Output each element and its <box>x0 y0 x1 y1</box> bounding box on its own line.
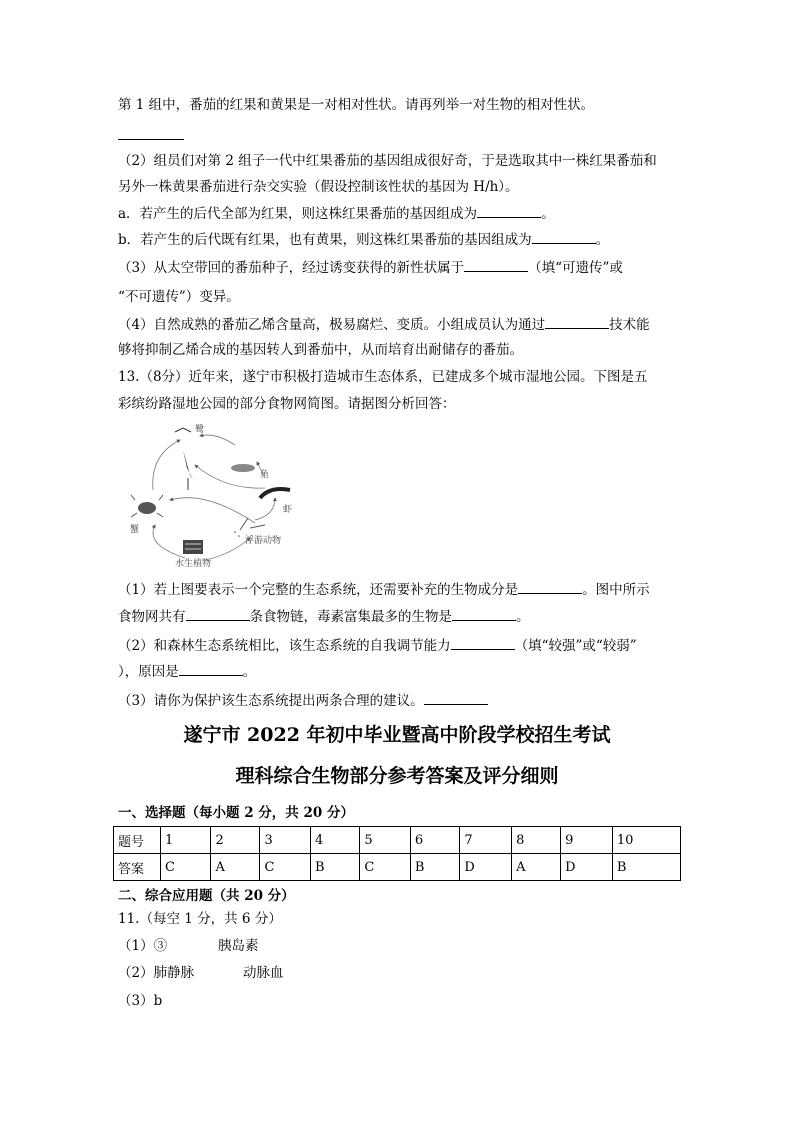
q12-b <box>118 230 609 249</box>
q13-part3 <box>118 691 488 710</box>
text: （1）若上图要表示一个完整的生态系统，还需要补充的生物成分是 <box>118 582 519 598</box>
text: （2）肺静脉 <box>118 965 195 981</box>
table-cell: C <box>161 854 211 881</box>
table-cell: C <box>260 854 310 881</box>
section-heading: 二、综合应用题（共 20 分） <box>118 888 295 904</box>
q12-line: 第 1 组中，番茄的红果和黄果是一对相对性状。请再列举一对生物的相对性状。 <box>118 97 595 113</box>
table-cell: 1 <box>161 827 211 854</box>
text: 胰岛素 <box>218 938 259 954</box>
q11-header: 11.（每空 1 分，共 6 分） <box>118 911 282 927</box>
table-cell: 4 <box>310 827 359 854</box>
table-cell: 8 <box>512 827 561 854</box>
table-cell: C <box>360 854 410 881</box>
label-zooplankton: 浮游动物 <box>245 536 282 546</box>
table-row <box>114 827 681 854</box>
answer-blank <box>424 691 488 705</box>
row-label: 答案 <box>114 854 161 881</box>
label-aquatic-plants: 水生植物 <box>175 559 212 569</box>
text: ），原因是 <box>118 664 179 680</box>
answer-title: 遂宁市 2022 年初中毕业暨高中阶段学校招生考试 <box>183 724 611 746</box>
answer-table <box>113 826 681 881</box>
text: 食物网共有 <box>118 609 186 625</box>
table-cell: 6 <box>410 827 459 854</box>
q12-part3 <box>118 258 623 277</box>
text: 。 <box>595 232 610 248</box>
q12-a <box>118 204 555 223</box>
q12-part4 <box>118 315 650 334</box>
answer-blank <box>518 580 582 594</box>
q13-part1 <box>118 580 650 599</box>
text: （3）从太空带回的番茄种子，经过诱变获得的新性状属于 <box>118 260 465 276</box>
table-cell: D <box>561 854 613 881</box>
answer-subtitle: 理科综合生物部分参考答案及评分细则 <box>235 765 559 787</box>
q11-answer <box>118 937 259 955</box>
table-cell: D <box>460 854 512 881</box>
table-cell: A <box>512 854 561 881</box>
table-cell: A <box>211 854 260 881</box>
answer-blank <box>118 126 184 145</box>
text: 。 <box>242 664 257 680</box>
text: 技术能 <box>609 317 650 333</box>
table-cell: B <box>410 854 459 881</box>
table-cell: 3 <box>260 827 310 854</box>
answer-blank <box>452 607 516 621</box>
table-cell: 2 <box>211 827 260 854</box>
text: （2）和森林生态系统相比，该生态系统的自我调节能力 <box>118 638 451 654</box>
text: 。 <box>541 206 555 222</box>
label-shrimp: 虾 <box>283 505 293 515</box>
answer-blank <box>545 315 609 329</box>
table-cell: B <box>612 854 680 881</box>
q13-intro: 彩缤纷路湿地公园的部分食物网简图。请据图分析回答： <box>118 396 456 412</box>
text: （填“较强”或“较弱” <box>514 638 637 654</box>
text: 。 <box>516 609 530 625</box>
text: （4）自然成熟的番茄乙烯含量高，极易腐烂、变质。小组成员认为通过 <box>118 317 546 333</box>
text: （1）③ <box>118 938 168 954</box>
label-crab: 蟹 <box>130 525 140 535</box>
text: 。图中所示 <box>582 582 650 598</box>
table-cell: 7 <box>460 827 512 854</box>
text: b．若产生的后代既有红果，也有黄果，则这株红果番茄的基因组成为 <box>118 232 532 248</box>
text: （填“可遗传”或 <box>528 260 623 276</box>
table-cell: B <box>310 854 359 881</box>
answer-blank <box>532 230 596 244</box>
aquatic-plant-icon <box>183 540 203 554</box>
text: a．若产生的后代全部为红果，则这株红果番茄的基因组成为 <box>118 206 478 222</box>
answer-blank <box>451 636 515 650</box>
row-label: 题号 <box>114 827 161 854</box>
q13-part1 <box>118 607 530 626</box>
shrimp-icon <box>260 489 290 498</box>
table-cell: 5 <box>360 827 410 854</box>
q13-intro: 13.（8分）近年来，遂宁市积极打造城市生态体系，已建成多个城市湿地公园。下图是五 <box>118 369 648 385</box>
q13-part2 <box>118 636 637 655</box>
answer-blank <box>186 607 250 621</box>
text: 条食物链，毒素富集最多的生物是 <box>249 609 452 625</box>
text: 动脉血 <box>243 965 284 981</box>
zooplankton-icon <box>234 518 265 537</box>
label-fish: 鱼 <box>260 470 270 480</box>
q12-part2: （2）组员们对第 2 组子一代中红果番茄的基因组成很好奇，于是选取其中一株红果番茄和 <box>118 153 657 169</box>
label-heron: 鹭 <box>195 425 205 435</box>
table-cell: 9 <box>561 827 613 854</box>
text: （3）请你为保护该生态系统提出两条合理的建议。 <box>118 693 424 709</box>
answer-blank <box>179 662 243 676</box>
q12-part2: 另外一株黄果番茄进行杂交实验（假设控制该性状的基因为 H/h）。 <box>118 179 519 195</box>
answer-blank <box>477 204 541 218</box>
table-row <box>114 854 681 881</box>
section-heading: 一、选择题（每小题 2 分，共 20 分） <box>118 805 354 821</box>
q12-part3: “不可遗传”）变异。 <box>118 289 240 305</box>
crab-icon <box>131 495 163 517</box>
q11-answer: （3）b <box>118 993 163 1009</box>
q12-part4: 够将抑制乙烯合成的基因转人到番茄中，从而培育出耐储存的番茄。 <box>118 342 523 358</box>
q13-part2 <box>118 662 256 681</box>
fish-icon <box>231 464 255 472</box>
table-cell: 10 <box>612 827 680 854</box>
food-web-figure <box>125 420 295 570</box>
answer-blank <box>464 258 528 272</box>
q11-answer <box>118 964 284 982</box>
heron-icon <box>175 428 193 490</box>
